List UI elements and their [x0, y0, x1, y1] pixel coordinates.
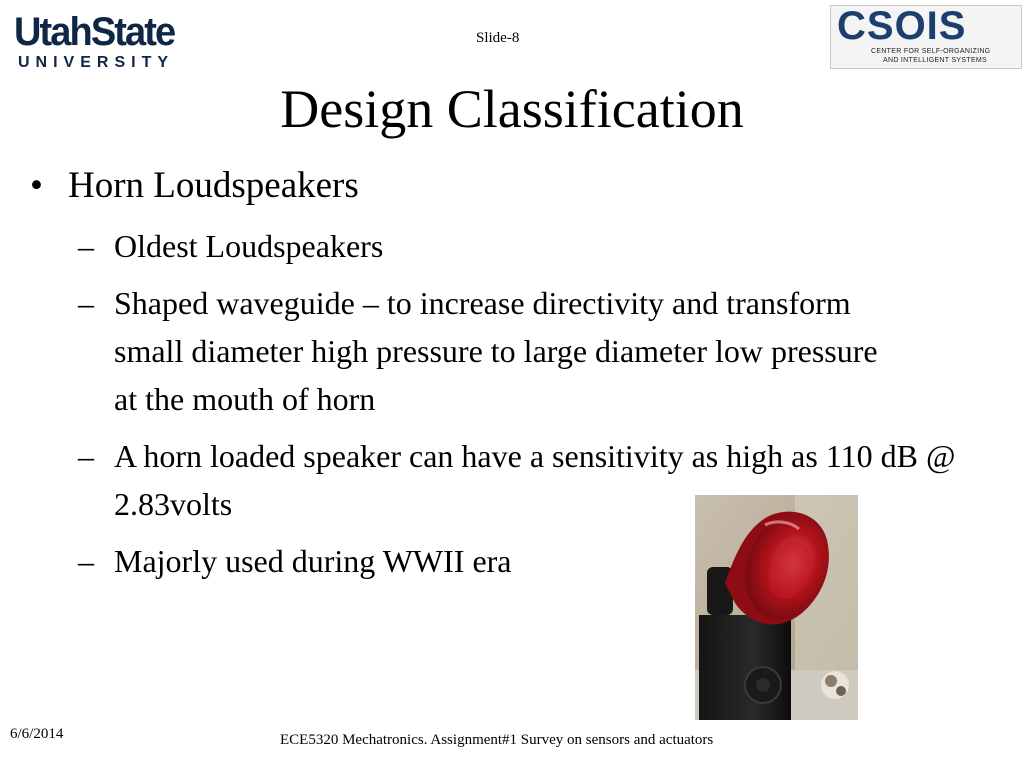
slide-title: Design Classification [280, 79, 744, 139]
sub-bullet-text: Shaped waveguide – to increase directivity and transform small diameter high pressure to large diameter low pressure at the mouth of horn [114, 285, 878, 417]
usu-logo [14, 10, 200, 74]
csois-logo-wordmark: CSOIS [837, 4, 967, 48]
csois-logo-subtitle-line1: CENTER FOR SELF-ORGANIZING [871, 48, 991, 55]
sub-bullet-marker: – [78, 228, 94, 264]
sub-bullet-text: Majorly used during WWII era [114, 543, 512, 579]
csois-logo [830, 5, 1022, 69]
sub-bullet-text: Oldest Loudspeakers [114, 228, 384, 264]
slide-number: Slide-8 [476, 30, 520, 46]
bullet-marker: • [30, 165, 43, 206]
sub-bullet-marker: – [78, 438, 94, 474]
footer-course-title: ECE5320 Mechatronics. Assignment#1 Survey on sensors and actuators [280, 732, 714, 748]
horn-speaker-illustration [695, 495, 858, 720]
usu-logo-subtitle: UNIVERSITY [18, 54, 175, 71]
usu-logo-wordmark: UtahState [14, 10, 175, 54]
sub-bullet-text: A horn loaded speaker can have a sensitivity as high as 110 dB @ 2.83volts [114, 438, 956, 522]
csois-logo-subtitle-line2: AND INTELLIGENT SYSTEMS [883, 57, 988, 64]
bullet-text: Horn Loudspeakers [68, 165, 359, 206]
horn-speaker-photo [695, 495, 858, 720]
sub-bullet-marker: – [78, 285, 94, 321]
sub-bullet-marker: – [78, 543, 94, 579]
footer-date: 6/6/2014 [10, 726, 64, 742]
